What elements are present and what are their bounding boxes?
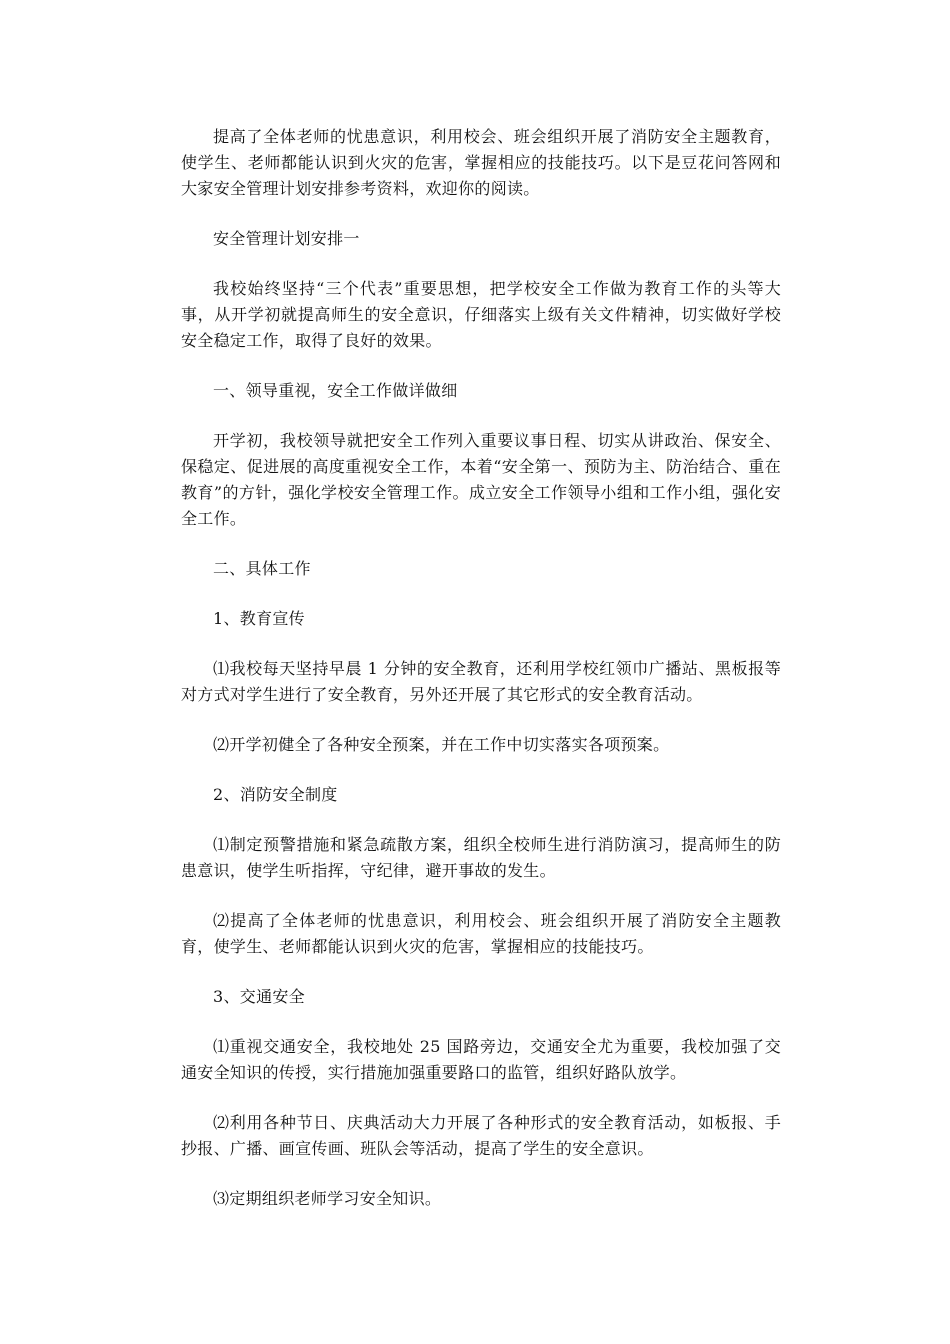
body-paragraph: 我校始终坚持“三个代表”重要思想，把学校安全工作做为教育工作的头等大事，从开学初就提高师生的安全意识，仔细落实上级有关文件精神，切实做好学校安全稳定工作，取得了良好的效果。 bbox=[181, 279, 781, 350]
subsection-heading-traffic-safety: 3、交通安全 bbox=[213, 987, 305, 1006]
list-item-paragraph: ⑴重视交通安全，我校地处 25 国路旁边，交通安全尤为重要，我校加强了交通安全知识的传授，实行措施加强重要路口的监管，组织好路队放学。 bbox=[181, 1037, 781, 1082]
subsection-heading-fire-safety: 2、消防安全制度 bbox=[213, 785, 338, 804]
list-item-paragraph: ⑴制定预警措施和紧急疏散方案，组织全校师生进行消防演习，提高师生的防患意识，使学生听指挥，守纪律，避开事故的发生。 bbox=[181, 835, 781, 880]
plan-title: 安全管理计划安排一 bbox=[213, 229, 360, 248]
list-item-paragraph: ⑶定期组织老师学习安全知识。 bbox=[213, 1189, 442, 1208]
section-heading-specific-work: 二、具体工作 bbox=[213, 559, 311, 578]
intro-paragraph: 提高了全体老师的忧患意识，利用校会、班会组织开展了消防安全主题教育，使学生、老师都能认识到火灾的危害，掌握相应的技能技巧。以下是豆花问答网和大家安全管理计划安排参考资料，欢迎你的阅读。 bbox=[181, 127, 781, 198]
document-body bbox=[181, 124, 781, 1236]
body-paragraph: 开学初，我校领导就把安全工作列入重要议事日程、切实从讲政治、保安全、保稳定、促进展的高度重视安全工作，本着“安全第一、预防为主、防治结合、重在教育”的方针，强化学校安全管理工作。成立安全工作领导小组和工作小组，强化安全工作。 bbox=[181, 431, 781, 528]
list-item-paragraph: ⑵开学初健全了各种安全预案，并在工作中切实落实各项预案。 bbox=[213, 735, 670, 754]
subsection-heading-education: 1、教育宣传 bbox=[213, 609, 305, 628]
list-item-paragraph: ⑴我校每天坚持早晨 1 分钟的安全教育，还利用学校红领巾广播站、黑板报等对方式对学生进行了安全教育，另外还开展了其它形式的安全教育活动。 bbox=[181, 659, 781, 704]
list-item-paragraph: ⑵利用各种节日、庆典活动大力开展了各种形式的安全教育活动，如板报、手抄报、广播、画宣传画、班队会等活动，提高了学生的安全意识。 bbox=[181, 1113, 781, 1158]
list-item-paragraph: ⑵提高了全体老师的忧患意识，利用校会、班会组织开展了消防安全主题教育，使学生、老师都能认识到火灾的危害，掌握相应的技能技巧。 bbox=[181, 911, 781, 956]
section-heading-leadership: 一、领导重视，安全工作做详做细 bbox=[213, 381, 458, 400]
